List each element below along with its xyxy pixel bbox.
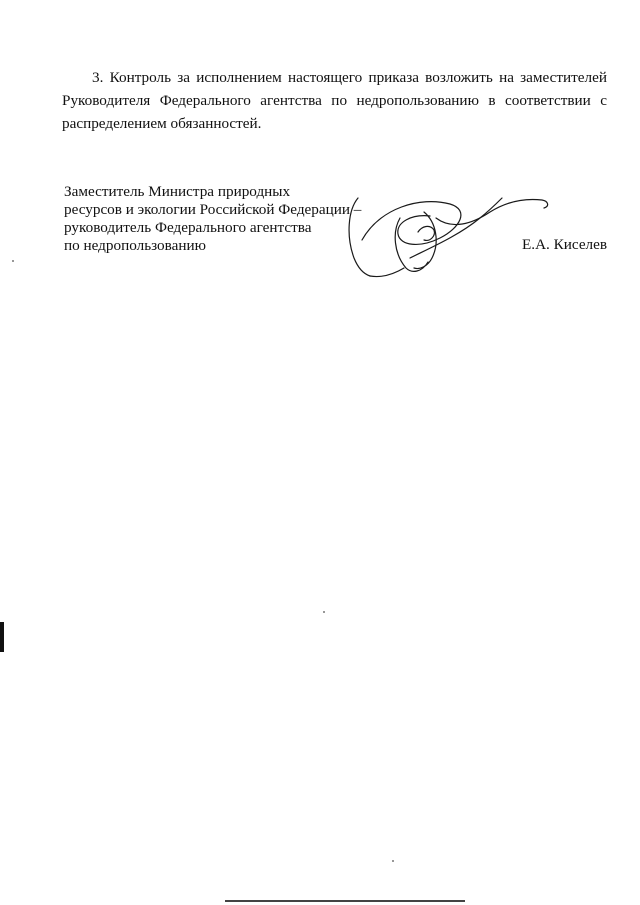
paragraph-3: 3. Контроль за исполнением настоящего приказа возложить на заместителей Руководителя Федерального агентства по недропользованию в соответствии с распределением обязанностей. (62, 69, 607, 132)
scan-speck (323, 611, 325, 613)
scan-edge-mark (0, 622, 4, 652)
signer-title-line: Заместитель Министра природных (64, 183, 291, 200)
signer-title-line: руководитель Федерального агентства (64, 219, 312, 236)
scan-speck (392, 860, 394, 862)
signer-title-line: ресурсов и экологии Российской Федерации – (64, 201, 362, 218)
signer-title (64, 183, 364, 255)
signer-name: Е.А. Киселев (522, 236, 608, 253)
handwritten-signature (340, 188, 555, 280)
signer-title-line: по недропользованию (64, 237, 206, 254)
scan-speck (12, 260, 14, 262)
scan-edge-mark (225, 900, 465, 902)
